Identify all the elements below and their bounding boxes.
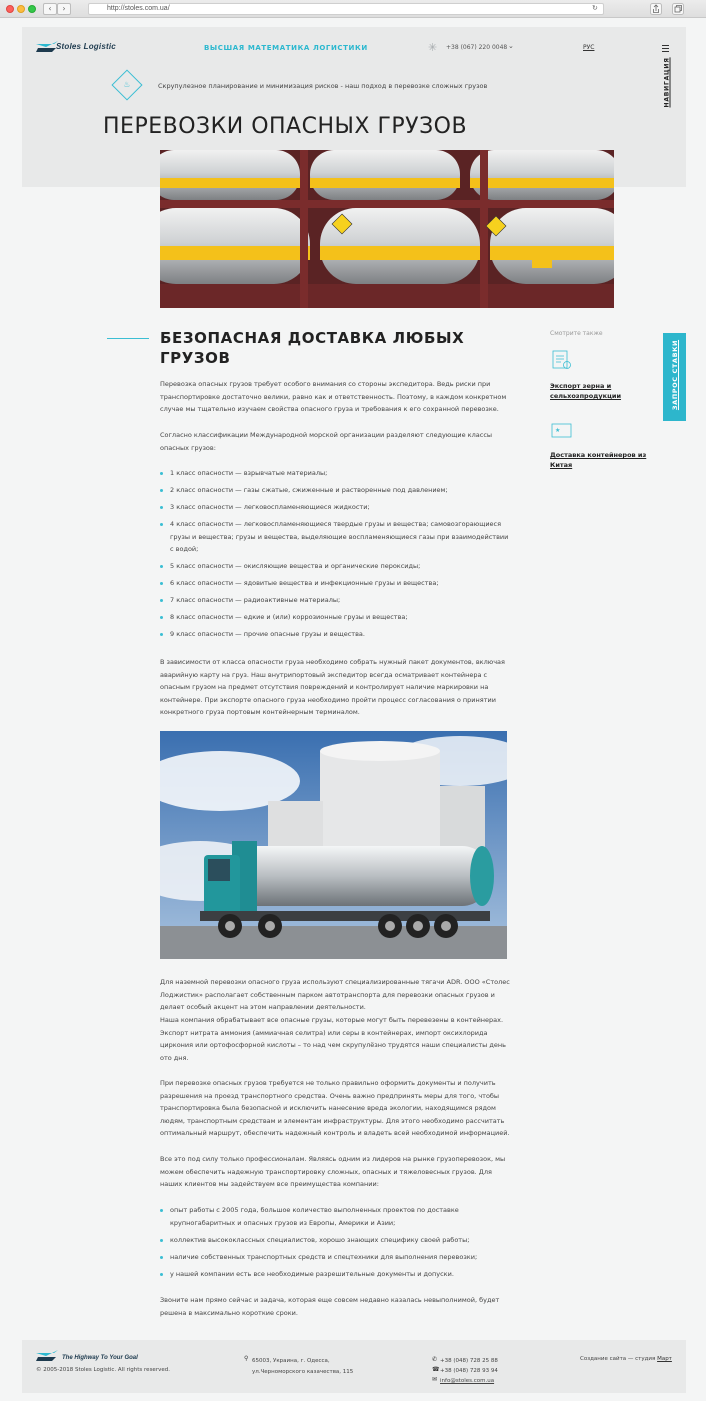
intro-text: Скрупулезное планирование и минимизация рисков - наш подход в перевозке сложных грузов [158, 82, 488, 90]
credit-text: Создание сайта — студия [580, 1356, 656, 1362]
chevron-down-icon[interactable]: ⌄ [508, 42, 514, 50]
list-item: наличие собственных транспортных средств и спецтехники для выполнения перевозки; [160, 1251, 510, 1264]
advantages-list [160, 1204, 510, 1280]
list-item: 1 класс опасности — взрывчатые материалы; [160, 467, 510, 480]
tagline: ВЫСШАЯ МАТЕМАТИКА ЛОГИСТИКИ [204, 44, 368, 52]
logo-text: Stoles Logistic [56, 42, 116, 51]
flame-icon: ♨ [123, 80, 131, 89]
request-quote-tab[interactable] [663, 333, 686, 421]
section-accent-line [107, 338, 149, 339]
credit-link[interactable]: Март [657, 1356, 672, 1362]
reload-icon[interactable]: ↻ [592, 4, 598, 12]
paragraph-adr: Для наземной перевозки опасного груза используют специализированные тягачи ADR. ООО «Столес Лоджистик» располагает собственным парком автотранспорта для перевозки опасных грузов и делает особый акцент на этом направлении деятельности. [160, 978, 510, 1012]
footer-address [252, 1356, 353, 1378]
see-also-heading: Смотрите также [550, 330, 603, 337]
section-title: БЕЗОПАСНАЯ ДОСТАВКА ЛЮБЫХ ГРУЗОВ [160, 329, 465, 367]
sidebar-link-grain-export[interactable]: Экспорт зерна и сельхозпродукции [550, 382, 622, 400]
footer-credit [580, 1356, 672, 1362]
paragraph-call-to-action: Звоните нам прямо сейчас и задача, которая еще совсем недавно казалась невыполнимой, будет решена в максимально короткие сроки. [160, 1296, 500, 1317]
footer-phone-1[interactable]: +38 (048) 728 25 88 [440, 1358, 498, 1364]
phone-icon: ✆ [432, 1356, 438, 1363]
navigation-toggle[interactable] [661, 57, 673, 110]
footer-contacts [440, 1356, 498, 1386]
china-flag-icon [551, 422, 573, 440]
paragraph-classification: Согласно классификации Международной морской организации разделяют следующие классы опасных грузов: [160, 431, 493, 452]
footer-logo-icon[interactable] [36, 1350, 58, 1362]
list-item: опыт работы с 2005 года, большое количество выполненных проектов по доставке крупногабаритных и опасных грузов из Европы, Америки и Азии; [160, 1204, 510, 1229]
footer-email[interactable]: info@stoles.com.ua [440, 1378, 495, 1384]
address-line: 65003, Украина, г. Одесса, [252, 1358, 330, 1364]
header-phone[interactable]: +38 (067) 220 0048 [446, 44, 508, 51]
list-item: у нашей компании есть все необходимые разрешительные документы и допуски. [160, 1268, 510, 1281]
paragraph-containers: Наша компания обрабатывает все опасные грузы, которые могут быть перевезены в контейнерах. Экспорт нитрата аммония (аммиачная селитра) или серы в контейнерах, импорт оксихлорида циркония или ортофосфорной кислоты – то над чем скрупулёзно трудятся наши специалисты день ото дня. [160, 1016, 506, 1062]
language-switch[interactable]: РУС [583, 44, 595, 51]
logo[interactable] [36, 41, 146, 55]
footer-phone-2[interactable]: +38 (048) 728 93 94 [440, 1368, 498, 1374]
menu-icon[interactable] [662, 45, 669, 54]
hazard-class-list [160, 467, 510, 641]
address-bar[interactable]: http://stoles.com.ua/ [88, 3, 604, 15]
paragraph-safety: При перевозке опасных грузов требуется не только правильно оформить документы и получить разрешения на проезд транспортного средства. Очень важно предпринять меры для того, чтобы транспортировка была безопасной и исключить нанесение вреда экологии, находящимся рядом людям, транспортным средствам и элементам инфраструктуры. Для этого необходимо рассчитать оптимальный маршрут, обеспечить надежный контроль и владеть всей необходимой информацией. [160, 1079, 510, 1138]
page-title: ПЕРЕВОЗКИ ОПАСНЫХ ГРУЗОВ [103, 114, 468, 139]
hero-image-tank-containers [160, 150, 614, 308]
list-item: 4 класс опасности — легковоспламеняющиеся твердые грузы и вещества; самовозгорающиеся грузы и вещества; грузы и вещества, выделяющие воспламеняющиеся газы при взаимодействии с водой; [160, 518, 510, 556]
list-item: 5 класс опасности — окисляющие вещества и органические пероксиды; [160, 560, 510, 573]
tanker-truck-image [160, 731, 507, 959]
paragraph-professionals: Все это под силу только профессионалам. Являясь одним из лидеров на рынке грузоперевозок, мы можем обеспечить надежную транспортировку сложных, опасных и тяжеловесных грузов. Для наших клиентов мы задействуем все преимущества компании: [160, 1155, 506, 1189]
list-item: 6 класс опасности — ядовитые вещества и инфекционные грузы и вещества; [160, 577, 510, 590]
request-quote-label: ЗАПРОС СТАВКИ [671, 339, 679, 411]
list-item: 8 класс опасности — едкие и (или) коррозионные грузы и вещества; [160, 611, 510, 624]
paragraph-documents: В зависимости от класса опасности груза необходимо собрать нужный пакет документов, включая аварийную карту на груз. Наш внутрипортовый экспедитор всегда осматривает контейнера с опасным грузом на предмет отсутствия повреждений и контролирует наличие маркировки на контейнере. При экспорте опасного груза необходимо пройти процесс согласования о принятии конкретного груза портовым контейнерным терминалом. [160, 658, 505, 717]
back-button[interactable]: ‹ [43, 3, 57, 15]
paragraph-intro: Перевозка опасных грузов требует особого внимания со стороны экспедитора. Ведь риски при транспортировке достаточно велики, равно как и ответственность. Поэтому, в каждом конкретном случае мы тщательно изучаем свойства опасного груза и требования к его сохранной перевозке. [160, 380, 507, 414]
tabs-icon[interactable] [672, 3, 684, 15]
forward-button[interactable]: › [57, 3, 71, 15]
list-item: 9 класс опасности — прочие опасные грузы и вещества. [160, 628, 510, 641]
location-pin-icon: ⚲ [244, 1355, 249, 1362]
share-icon[interactable] [650, 3, 662, 15]
sidebar-link-china-containers[interactable]: Доставка контейнеров из Китая [550, 451, 647, 469]
list-item: коллектив высококлассных специалистов, хорошо знающих специфику своей работы; [160, 1234, 510, 1247]
list-item: 2 класс опасности — газы сжатые, сжиженные и растворенные под давлением; [160, 484, 510, 497]
star-icon: ✳ [428, 41, 438, 54]
fax-icon: ☎ [432, 1366, 440, 1373]
logo-icon [36, 41, 58, 53]
navigation-label: НАВИГАЦИЯ [663, 57, 671, 108]
footer-slogan: The Highway To Your Goal [62, 1355, 138, 1361]
close-window-button[interactable] [6, 5, 14, 13]
grain-document-icon [551, 350, 573, 370]
list-item: 3 класс опасности — легковоспламеняющиеся жидкости; [160, 501, 510, 514]
footer-copyright: © 2005-2018 Stoles Logistic. All rights reserved. [36, 1367, 170, 1373]
list-item: 7 класс опасности — радиоактивные материалы; [160, 594, 510, 607]
address-line: ул.Черноморского казачества, 115 [252, 1369, 354, 1375]
maximize-window-button[interactable] [28, 5, 36, 13]
browser-toolbar [0, 0, 706, 18]
mail-icon: ✉ [432, 1376, 438, 1383]
svg-text:★: ★ [555, 427, 561, 434]
minimize-window-button[interactable] [17, 5, 25, 13]
